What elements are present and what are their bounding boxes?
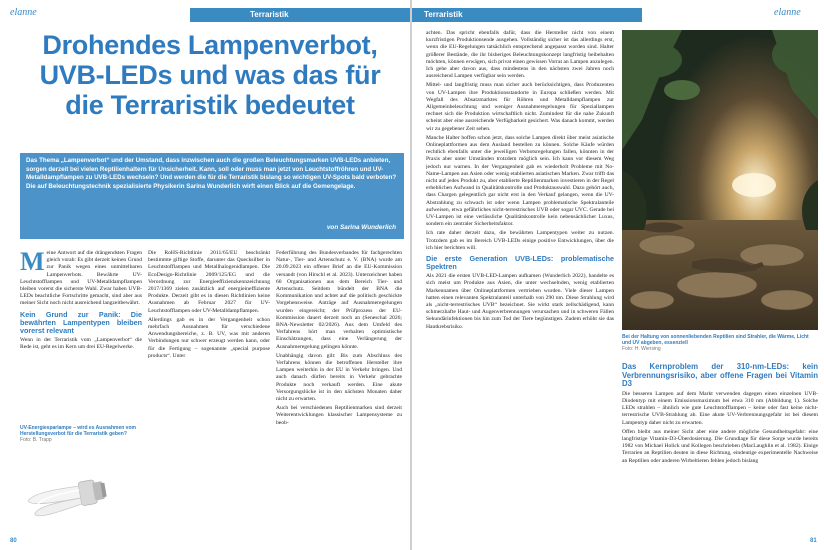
right-column-1 xyxy=(426,30,614,538)
title-line-3: die Terraristik bedeutet xyxy=(65,90,355,120)
uv-lamp-photo xyxy=(20,455,130,535)
caption-text: UV-Energiesparlampe – wird es Ausnahmen vom Herstellungsverbot für die Terraristik geben? xyxy=(20,425,136,437)
article-title xyxy=(20,30,400,120)
left-column-3 xyxy=(276,250,402,540)
left-magazine-logo: elanne xyxy=(10,7,37,18)
intro-box xyxy=(20,153,404,239)
paragraph: Auch bei verschiedenen Reptilienmarken sind derzeit Weiterentwicklungen klassischer Lampensysteme zu beob- xyxy=(276,405,402,426)
lamp-caption xyxy=(20,425,140,443)
paragraph: Offen bleibt aus meiner Sicht aber eine andere mögliche Gesundheitsgefahr: eine langfristige Vitamin-D3-Überdosierung. Die Grundlage für diese Sorge wurde bereits 1982 von Michael Holick und Kollegen beschrieben (MacLaughlin et al. 1982). Einige Terrarien an Reptilien deuten in diese Richtung, eindeutige experimentelle Nachweise an Reptilien oder anderen Wirbeltieren fehlen jedoch bislang xyxy=(622,428,818,464)
paragraph: Als 2021 die ersten UVB-LED-Lampen aufkamen (Wunderlich 2022), handelte es sich meist um Produkte aus Asien, die unter wechselnden, wenig etablierten Markennamen über Onlineplattformen vertrieben wurden. Viele dieser Lampen hatten einen relevanten Spektralanteil unterhalb von 290 nm. Diese Strahlung wird als „nicht-terrestrisches UVB“ bezeichnet. Sie wirkt stark zellschädigend, kann schmerzhafte Haut- und Augenverbrennungen verursachen und in schweren Fällen Sekundärinfektionen bis hin zum Tod der Tiere begünstigen. Zudem erhöht sie das Hautkrebsrisiko. xyxy=(426,273,614,330)
paragraph: Unabhängig davon gilt: Bis zum Abschluss des Verfahrens können die betroffenen Hersteller ihre Lampen weiterhin in der EU in Verkehr bringen. Und auch danach dürfen bereits in Verkehr gebrachte Produkte noch verkauft werden. Eine akute Versorgungslücke ist in den nächsten Monaten daher nicht zu erwarten. xyxy=(276,352,402,403)
paragraph: Die besseren Lampen auf dem Markt verwenden dagegen einen einzelnen UVB-Diodentyp mit einem Emissionsmaximum bei etwa 310 nm (Abbildung 1). Solche LEDs strahlen – ähnlich wie gute Leuchtstofflampen – keine oder fast keine nicht-terrestrische UVB-Strahlung ab. Eine akute UV-Verbrennungsgefahr ist bei diesem Lampentyp daher nicht zu erwarten. xyxy=(622,390,818,426)
left-column-1 xyxy=(20,250,142,445)
photo-credit: Foto: B. Trapp xyxy=(20,437,52,443)
paragraph: Federführung des Bundesverbandes für fachgerechten Natur-, Tier- und Artenschutz e. V. (BNA) wurde am 20.09.2023 ein offener Brief an die EU-Kommission versandt (von Hirschl et al. 2023). Unterzeichnet haben 60 Organisationen aus dem Bereich Tier- und Artenschutz. Seitdem bündelt der BNA die Kommunikation und achtet auf die politisch geschickte Vorgehensweise. Anträge auf Ausnahmeregelungen wurden eingereicht; der Prüfprozess der EU-Kommission dauert derzeit noch an (Seneschal 2026; BNA-Newsletter 02/2026). Aus dem Umfeld des Verfahrens hört man verhalten optimistische Einschätzungen, dass eine Verlängerung der Ausnahmeregelung gelingen könnte. xyxy=(276,250,402,350)
caption-text: Bei der Haltung von sonnenliebenden Reptilien sind Strahler, die Wärme, Licht und UV abgeben, essenziell xyxy=(622,334,809,346)
left-column-2 xyxy=(148,250,270,540)
drop-cap: M xyxy=(20,250,45,276)
paragraph: Manche Halter hoffen schon jetzt, dass solche Lampen direkt über meist asiatische Onlineplattformen aus dem Ausland bestellen zu können. Solche Käufe würden rechtlich ebenfalls unter die jeweiligen Verbotsregelungen fallen, könnten in der Praxis aber unter Umständen trotzdem möglich sein. Ich kann vor diesem Weg jedoch nur warnen. In der Vergangenheit gab es wiederholt Probleme mit No-Name-Lampen aus Asien oder wenig etablierten asiatischen Marken. Zwar trifft das nicht auf jedes Produkt zu, aber etablierte Reptilienmarken investieren in der Regel erheblichen Aufwand in Qualitätskontrolle und Produktauswahl. Dazu gehört auch, dass Chargen gelegentlich gar nicht erst in den Verkauf gelangen, wenn die UV-Abstrahlung zu schwach ist oder wenn Lampen problematische Spektralanteile aufweisen, etwa gefährliches nicht-terrestrisches UVB oder sogar UVC. Gerade bei UV-Lampen ist eine verlässliche Qualitätskontrolle kein nebensächlicher Luxus, sondern ein zentraler Sicherheitsfaktor. xyxy=(426,134,614,228)
title-line-1: Drohendes Lampenverbot, xyxy=(42,30,378,60)
intro-text: Das Thema „Lampenverbot“ und der Umstand, dass inzwischen auch die großen Beleuchtungsmarken UVB-LEDs anbieten, sorgen derzeit bei vielen Reptilienhaltern für Unsicherheit. Kann, soll oder muss man jetzt von Leuchtstoffröhren und UV-Metalldampflampen zu UVB-LEDs wechseln? Und werden die für die Terraristik bislang so wichtigen UV-Spots bald verboten? Die auf Beleuchtungstechnik spezialisierte Physikerin Sarina Wunderlich wirft einen Blick auf die Gemengelage. xyxy=(26,157,397,190)
terrarium-caption xyxy=(622,334,818,352)
right-page xyxy=(412,0,824,550)
subheading: Kein Grund zur Panik: Die bewährten Lampentypen bleiben vorerst relevant xyxy=(20,309,142,335)
right-section-label: Terraristik xyxy=(424,10,463,19)
left-section-label: Terraristik xyxy=(250,10,289,19)
photo-credit: Foto: H. Wiersing xyxy=(622,346,661,352)
left-page xyxy=(0,0,410,550)
right-magazine-logo: elanne xyxy=(774,7,801,18)
right-column-2 xyxy=(622,360,818,538)
paragraph: Allerdings gab es in der Vergangenheit schon mehrfach Ausnahmen für verschiedene Anwendungsbereiche, z. B. UV, was mit anderen Verbindungen nur schwer erzeugt werden kann, oder für die Fertigung – sogenannte „special purpose products“. Unter xyxy=(148,316,270,359)
title-line-2: UVB-LEDs und was das für xyxy=(39,60,381,90)
paragraph: Ich rate daher derzeit dazu, die bewährten Lampentypen weiter zu nutzen. Trotzdem gab es im Bereich UVB-LEDs einige positive Entwicklungen, über die ich hier berichten will. xyxy=(426,230,614,251)
paragraph: Die RoHS-Richtlinie 2011/65/EU beschränkt bestimmte giftige Stoffe, darunter das Quecksilber in Leuchtstofflampen und Metallhalogenidlampen. Die EcoDesign-Richtlinie 2009/125/EG und die Verordnung zur Energieeffizienzkennzeichnung 2017/1369 zielen zusätzlich auf energieineffiziente Produkte. Derzeit gibt es in diesen Richtlinien keine Ausnahmen ab Februar 2027 für UV-Leuchtstofflampen oder UV-Metalldampflampen. xyxy=(148,250,270,314)
subheading: Die erste Generation UVB-LEDs: problematische Spektren xyxy=(426,254,614,272)
paragraph: achten. Das spricht ebenfalls dafür, dass die Hersteller nicht von einem kurzfristigen Produktionsende ausgehen. Vollständig sicher ist das allerdings erst, wenn die EU-Regelungen tatsächlich entsprechend angepasst worden sind. Halter größerer Bestände, die ihr bisheriges Beleuchtungskonzept langfristig beibehalten möchten, können erwägen, sich privat einen gewissen Vorrat an Lampen anzulegen. Ich gehe aber davon aus, dass mindestens in den nächsten zwei Jahren noch ausreichend Lampen verfügbar sein werden. xyxy=(426,30,614,80)
left-page-number: 80 xyxy=(10,538,17,544)
paragraph: eine Antwort auf die drängendsten Fragen gleich vorab: Es gibt derzeit keinen Grund zur Panik wegen eines unmittelbaren Lampenverbots. Bewährte UV-Leuchtstofflampen und UV-Metalldampflampen bleiben vorerst die sicherste Wahl. Zwar haben UVB-LEDs beachtliche Fortschritte gemacht, sind aber aus meiner Sicht noch nicht ausreichend langzeitbewährt. xyxy=(20,250,142,307)
right-page-number: 81 xyxy=(810,538,817,544)
subheading: Das Kernproblem der 310-nm-LEDs: kein Verbrennungsrisiko, aber offene Fragen bei Vitamin D3 xyxy=(622,362,818,389)
left-header-bar xyxy=(190,8,410,22)
byline: von Sarina Wunderlich xyxy=(326,224,396,232)
terrarium-photo xyxy=(622,30,818,330)
paragraph: Mittel- und langfristig muss man sicher auch berücksichtigen, dass Produzenten von UV-Lampen ihre Produktionsstandorte in Europa schließen werden. Mit Wegfall des Absatzmarktes für Röhren und Metalldampflampen zur Allgemeinbeleuchtung und weniger Ausnahmeregelungen für Speziallampen rechnet sich die Produktion wirtschaftlich nicht. Zumindest für die nahe Zukunft scheint aber eine ausreichende Verfügbarkeit gesichert. Was danach kommt, werden wir zu gegebener Zeit sehen. xyxy=(426,82,614,132)
paragraph: Wenn in der Terraristik vom „Lampenverbot“ die Rede ist, geht es im Kern um drei EU-Regelwerke. xyxy=(20,336,142,350)
